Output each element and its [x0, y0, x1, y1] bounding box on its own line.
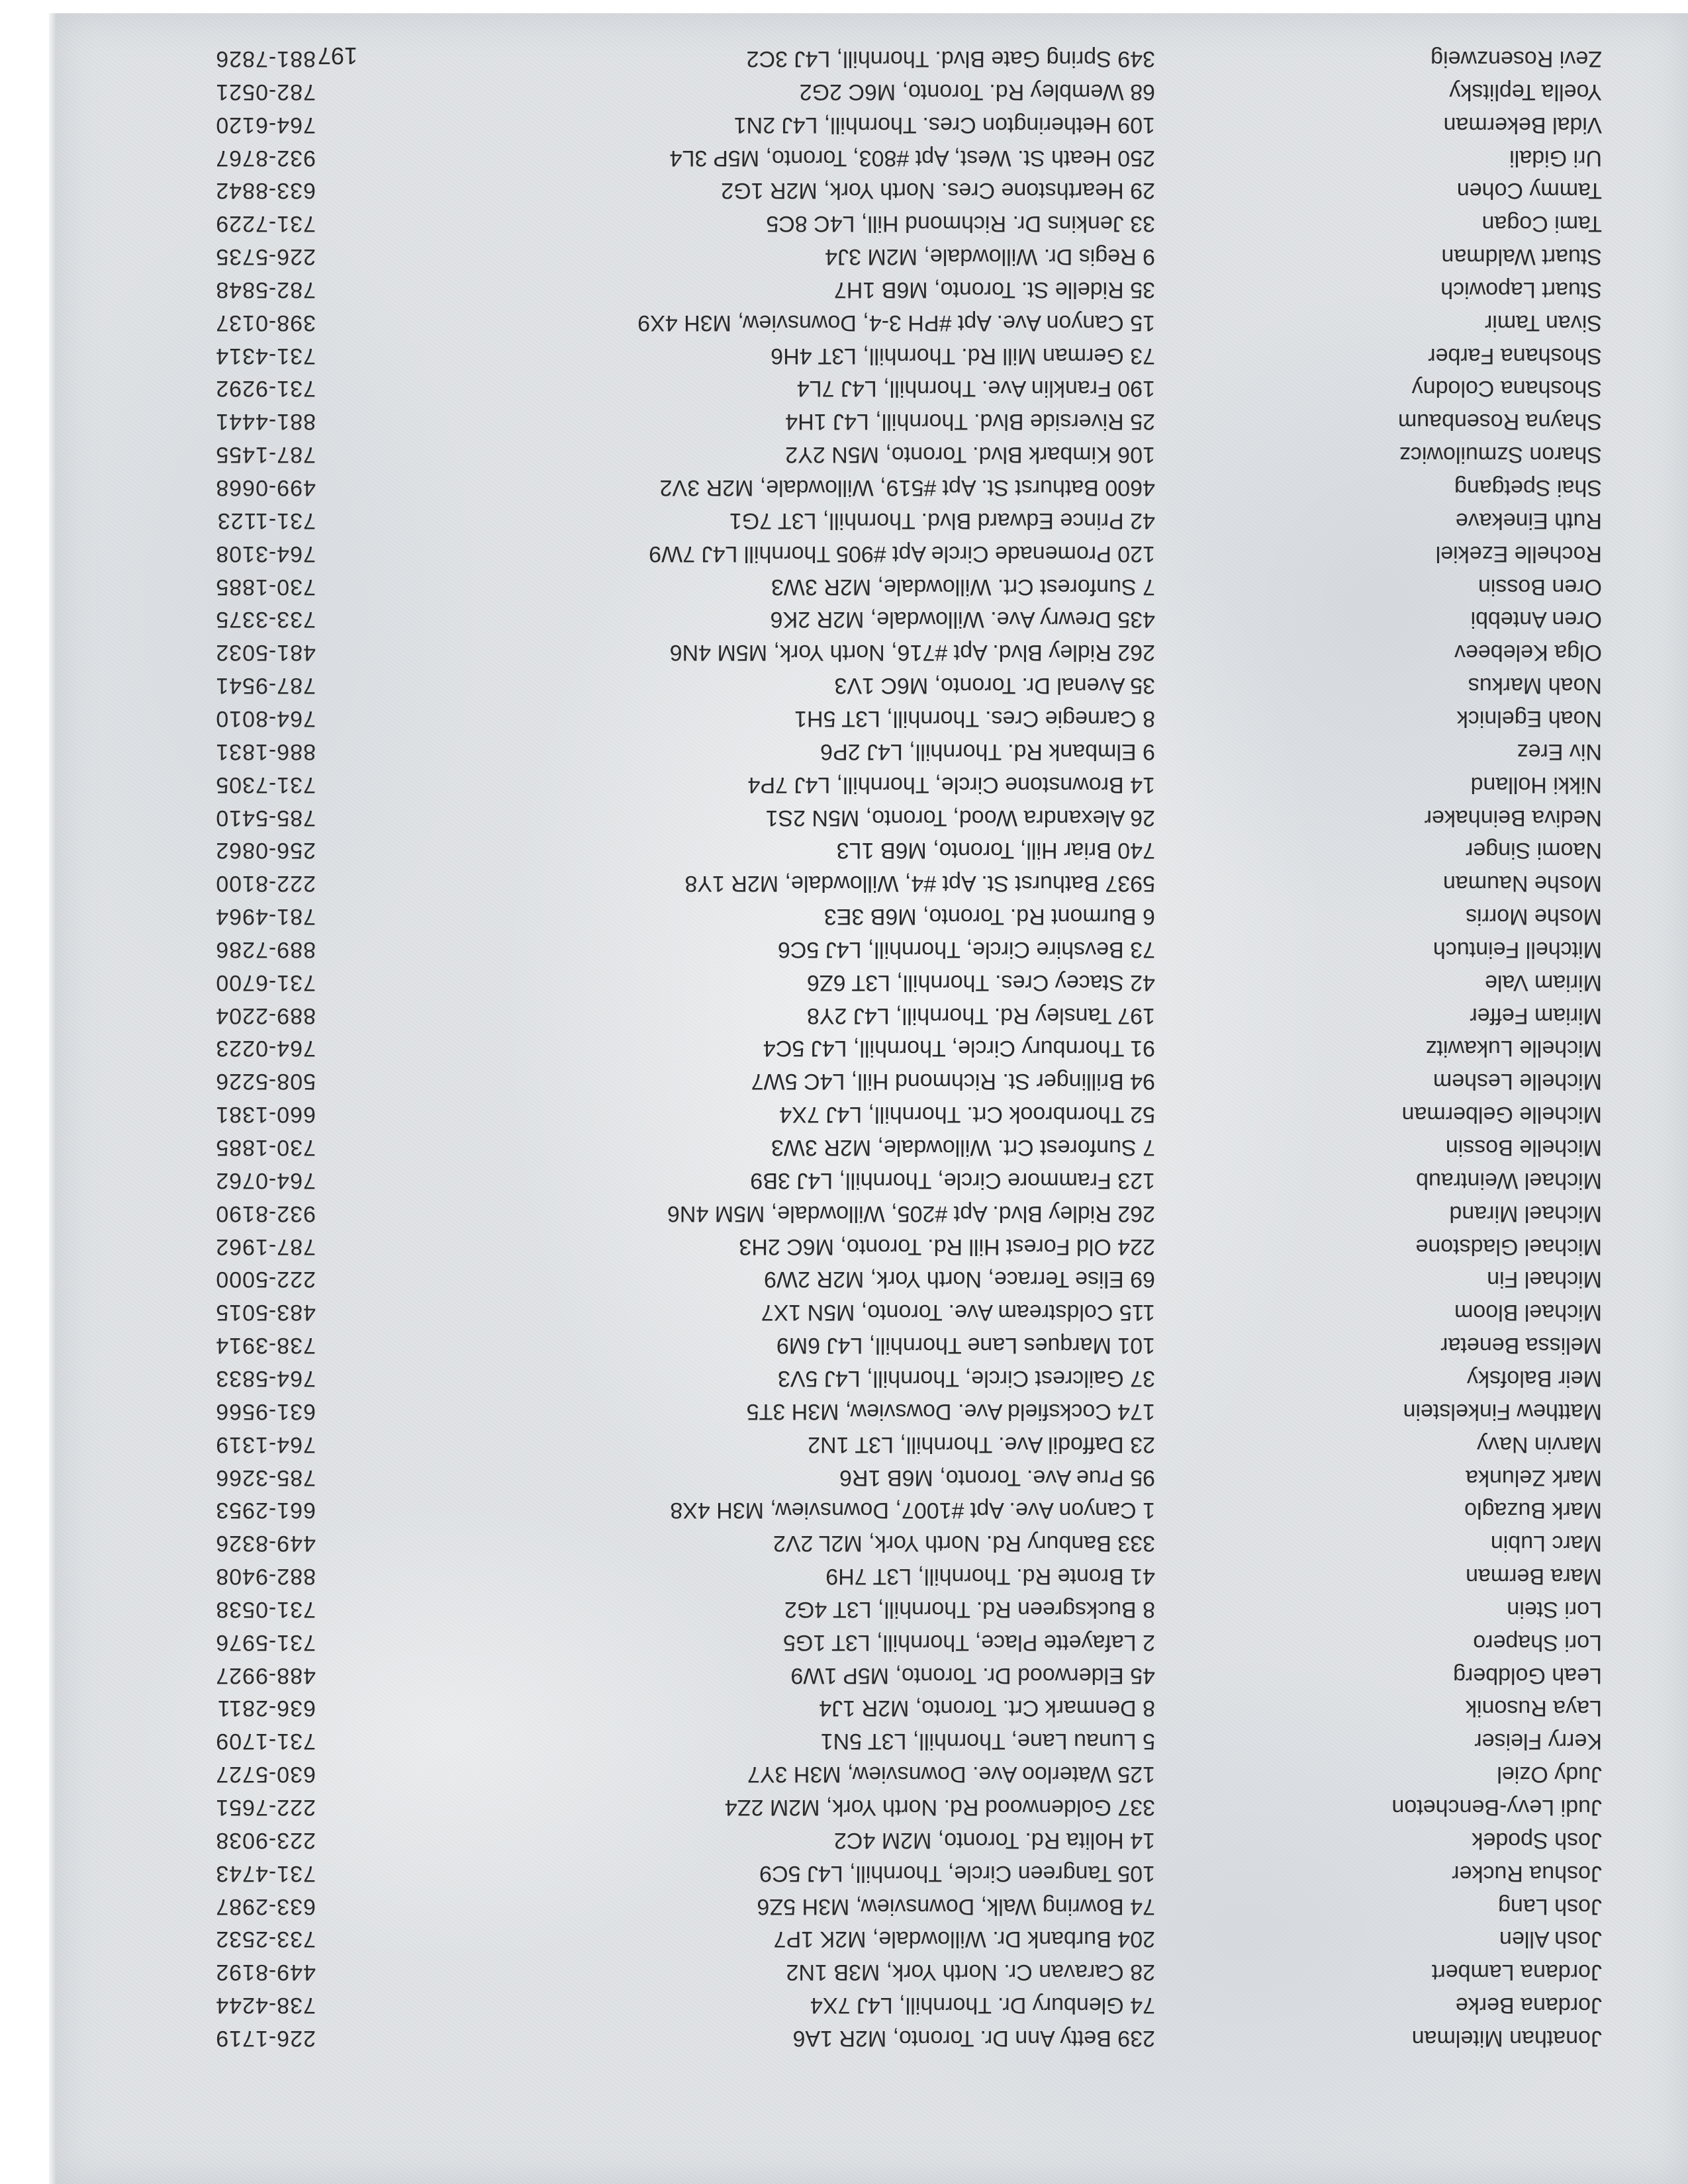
entry-phone: 738-4244 — [215, 1993, 316, 2019]
directory-entry — [0, 1527, 1688, 1560]
entry-name: Naomi Singer — [1466, 838, 1602, 864]
directory-entry — [0, 834, 1688, 867]
directory-entry — [0, 1395, 1688, 1428]
directory-entry — [0, 1197, 1688, 1230]
entry-address: 109 Hetherington Cres. Thornhill, L4J 2N1 — [733, 112, 1155, 138]
entry-name: Marvin Navy — [1477, 1432, 1602, 1457]
entry-address: 262 Ridley Blvd. Apt #716, North York, M5M 4N6 — [669, 640, 1155, 666]
entry-phone: 730-1885 — [215, 574, 316, 600]
entry-address: 7 Sunforest Crt. Willowdale, M2R 3W3 — [771, 574, 1155, 600]
entry-address: 115 Coldstream Ave. Toronto, M5N 1X7 — [761, 1300, 1155, 1326]
entry-phone: 730-1885 — [215, 1135, 316, 1161]
directory-entry — [0, 1329, 1688, 1362]
entry-phone: 787-1962 — [215, 1234, 316, 1259]
entry-phone: 630-5727 — [215, 1762, 316, 1788]
entry-address: 9 Regis Dr. Willowdale, M2M 3J4 — [825, 244, 1155, 270]
directory-entry — [0, 801, 1688, 835]
entry-name: Leah Goldberg — [1453, 1662, 1602, 1688]
entry-name: Niv Erez — [1517, 739, 1602, 764]
entry-phone: 764-3108 — [215, 541, 316, 567]
entry-address: 91 Thornbury Circle, Thornhill, L4J 5C4 — [763, 1036, 1155, 1062]
entry-address: 73 German Mill Rd. Thornhill, L3T 4H6 — [771, 343, 1155, 369]
directory-entry — [0, 1659, 1688, 1692]
entry-name: Moshe Nauman — [1442, 871, 1602, 897]
entry-name: Lori Shapero — [1473, 1629, 1602, 1655]
directory-entry — [0, 405, 1688, 438]
entry-address: 33 Jenkins Dr. Richmond Hill, L4C 8C5 — [766, 211, 1155, 237]
entry-address: 68 Wembley Rd. Toronto, M6C 2G2 — [799, 79, 1155, 105]
entry-name: Michael Bloom — [1454, 1300, 1602, 1326]
directory-entry — [0, 142, 1688, 175]
entry-address: 123 Frammore Circle, Thornhill, L4J 3B9 — [750, 1167, 1155, 1193]
entry-phone: 481-5032 — [215, 640, 316, 666]
entry-phone: 256-0862 — [215, 838, 316, 864]
directory-entry — [0, 240, 1688, 273]
entry-address: 42 Prince Edward Blvd. Thornhill, L3T 7G1 — [729, 508, 1155, 533]
directory-entry — [0, 174, 1688, 207]
entry-name: Ruth Einekave — [1455, 508, 1602, 533]
entry-name: Zevi Rosenzweig — [1430, 46, 1602, 71]
entry-address: 94 Brillinger St. Richmond Hill, L4C 5W7 — [751, 1069, 1155, 1095]
entry-address: 9 Elmbank Rd. Thornhill, L4J 2P6 — [820, 739, 1155, 764]
directory-entry — [0, 900, 1688, 933]
entry-name: Josh Lang — [1498, 1893, 1602, 1919]
entry-name: Michael Gladstone — [1415, 1234, 1602, 1259]
entry-phone: 222-5000 — [215, 1267, 316, 1293]
directory-entry — [0, 1857, 1688, 1890]
directory-entry — [0, 1956, 1688, 1989]
entry-phone: 787-9541 — [215, 673, 316, 699]
entry-address: 15 Canyon Ave. Apt #PH 3-4, Downsview, M3H 4X9 — [637, 310, 1155, 336]
entry-name: Michael Weintraub — [1416, 1167, 1602, 1193]
entry-name: Mark Zelunka — [1466, 1465, 1602, 1490]
entry-address: 239 Betty Ann Dr. Toronto, M2R 1A6 — [792, 2026, 1155, 2051]
entry-address: 5 Lunau Lane, Thornhill, L3T 5N1 — [820, 1729, 1155, 1754]
entry-name: Tammy Cohen — [1456, 178, 1602, 204]
entry-name: Shayna Rosenbaum — [1397, 409, 1602, 435]
directory-entry — [0, 1692, 1688, 1725]
entry-address: 7 Sunforest Crt. Willowdale, M2R 3W3 — [771, 1135, 1155, 1161]
entry-phone: 731-4743 — [215, 1860, 316, 1886]
entry-address: 8 Carnegie Cres. Thornhill, L3T 5H1 — [794, 706, 1155, 731]
directory-entry — [0, 1131, 1688, 1164]
entry-address: 69 Elise Terrace, North York, M2R 2W9 — [764, 1267, 1155, 1293]
entry-address: 26 Alexandra Wood, Toronto, M5N 2S1 — [765, 805, 1155, 831]
entry-name: Shoshana Farber — [1428, 343, 1602, 369]
entry-phone: 449-8192 — [215, 1960, 316, 1985]
entry-address: 262 Ridley Blvd. Apt #205, Willowdale, M5M 4N6 — [667, 1201, 1155, 1226]
entry-name: Miriam Feffer — [1470, 1003, 1602, 1028]
entry-name: Stuart Waldman — [1441, 244, 1602, 270]
entry-name: Stuart Lapowich — [1440, 277, 1602, 302]
directory-entry — [0, 471, 1688, 504]
directory-entry — [0, 669, 1688, 702]
entry-phone: 731-1123 — [216, 508, 316, 533]
entry-phone: 886-1831 — [215, 739, 316, 764]
entry-phone: 488-9927 — [215, 1662, 316, 1688]
entry-phone: 932-8190 — [215, 1201, 316, 1226]
entry-name: Michelle Bossin — [1445, 1135, 1602, 1161]
directory-entry — [0, 1923, 1688, 1956]
directory-entry — [0, 1791, 1688, 1824]
entry-address: 28 Caravan Cr. North York, M3B 1N2 — [786, 1960, 1155, 1985]
entry-phone: 731-7305 — [215, 772, 316, 797]
directory-entry — [0, 2022, 1688, 2055]
entry-phone: 881-7826 — [215, 46, 316, 71]
entry-address: 74 Glenbury Dr. Thornhill, L4J 7X4 — [810, 1993, 1155, 2019]
entry-name: Vidal Bekerman — [1443, 112, 1602, 138]
entry-address: 52 Thornbrook Crt. Thornhill, L4J 7X4 — [779, 1102, 1155, 1128]
entry-phone: 733-3375 — [215, 607, 316, 633]
entry-address: 23 Daffodil Ave. Thornhill, L3T 1N2 — [808, 1432, 1155, 1457]
entry-phone: 223-9038 — [215, 1827, 316, 1853]
entry-address: 190 Franklin Ave. Thornhill, L4J 7L4 — [796, 376, 1155, 402]
entry-phone: 781-4964 — [215, 904, 316, 930]
entry-name: Jordana Lambert — [1431, 1960, 1602, 1985]
entry-phone: 731-5976 — [215, 1629, 316, 1655]
directory-entry — [0, 1560, 1688, 1593]
directory-entry — [0, 1989, 1688, 2022]
entry-address: 42 Stacey Cres. Thornhill, L3T 6Z6 — [806, 970, 1155, 995]
entry-address: 1 Canyon Ave. Apt #1007, Downsview, M3H 4X8 — [670, 1498, 1155, 1524]
entry-phone: 889-7286 — [215, 936, 316, 962]
entry-address: 35 Ridelle St. Toronto, M6B 1H7 — [833, 277, 1155, 302]
directory-entry — [0, 966, 1688, 999]
entry-address: 197 Tansley Rd. Thornhill, L4J 2Y8 — [806, 1003, 1155, 1028]
entry-name: Michelle Leshem — [1432, 1069, 1602, 1095]
entry-phone: 882-9408 — [215, 1564, 316, 1590]
directory-entry — [0, 570, 1688, 604]
directory-entry — [0, 1824, 1688, 1857]
entry-address: 5937 Bathurst St. Apt #4, Willowdale, M2R 1Y8 — [684, 871, 1155, 897]
entry-name: Miriam Vale — [1485, 970, 1602, 995]
entry-name: Kerry Fleiser — [1474, 1729, 1602, 1754]
entry-name: Noah Egelnick — [1456, 706, 1602, 731]
entry-address: 224 Old Forest Hill Rd. Toronto, M6C 2H3 — [739, 1234, 1155, 1259]
directory-entry — [0, 1296, 1688, 1329]
entry-phone: 731-4314 — [215, 343, 316, 369]
entry-address: 337 Goldenwood Rd. North York, M2M 2Z4 — [724, 1795, 1155, 1821]
directory-entry — [0, 1725, 1688, 1758]
entry-name: Moshe Morris — [1466, 904, 1602, 930]
entry-name: Matthew Finkelstein — [1403, 1398, 1602, 1424]
entry-phone: 661-2953 — [215, 1498, 316, 1524]
entry-phone: 631-9566 — [215, 1398, 316, 1424]
entry-address: 14 Holita Rd. Toronto, M2M 4C2 — [833, 1827, 1155, 1853]
directory-entry — [0, 1758, 1688, 1791]
directory-entry — [0, 273, 1688, 306]
directory-entry — [0, 1263, 1688, 1296]
directory-entry — [0, 1164, 1688, 1197]
directory-entry — [0, 1593, 1688, 1626]
entry-name: Lori Stein — [1507, 1596, 1602, 1622]
entry-name: Oren Antebbi — [1470, 607, 1602, 633]
entry-address: 45 Elderwood Dr. Toronto, M5P 1W9 — [790, 1662, 1155, 1688]
entry-phone: 782-0521 — [215, 79, 316, 105]
entry-name: Rochelle Ezekiel — [1435, 541, 1602, 567]
entry-phone: 449-8326 — [215, 1531, 316, 1557]
entry-address: 101 Marques Lane Thornhill, L4J 6M9 — [776, 1333, 1155, 1359]
entry-phone: 738-3914 — [215, 1333, 316, 1359]
entry-phone: 764-5833 — [215, 1366, 316, 1391]
entry-phone: 636-2811 — [216, 1696, 316, 1721]
entry-phone: 764-8010 — [215, 706, 316, 731]
entry-name: Noah Markus — [1468, 673, 1602, 699]
entry-address: 333 Banbury Rd. North York, M2L 2V2 — [773, 1531, 1155, 1557]
entry-name: Yoella Teplitsky — [1449, 79, 1602, 105]
entry-address: 174 Cocksfield Ave. Dowsview, M3H 3T5 — [746, 1398, 1155, 1424]
entry-name: Michael Fin — [1487, 1267, 1602, 1293]
directory-entry — [0, 504, 1688, 537]
directory-entry — [0, 1098, 1688, 1131]
directory-entry — [0, 438, 1688, 471]
entry-name: Michael Mirand — [1449, 1201, 1602, 1226]
entry-name: Josh Allen — [1499, 1927, 1602, 1952]
entry-address: 2 Lafayette Place, Thornhill, L3T 1G5 — [783, 1629, 1155, 1655]
entry-phone: 785-3266 — [215, 1465, 316, 1490]
entry-phone: 508-5226 — [215, 1069, 316, 1095]
directory-entry — [0, 42, 1688, 75]
directory-entry — [0, 768, 1688, 801]
entry-name: Mitchell Feintuch — [1432, 936, 1602, 962]
entry-name: Michelle Lukawitz — [1425, 1036, 1602, 1062]
entry-phone: 731-1709 — [215, 1729, 316, 1754]
directory-entry — [0, 1362, 1688, 1395]
entry-address: 250 Heath St. West, Apt #803, Toronto, M5P 3L4 — [669, 145, 1155, 171]
directory-entry — [0, 999, 1688, 1032]
entry-phone: 226-5735 — [215, 244, 316, 270]
entry-address: 120 Promenade Circle Apt #905 Thornhill L4J 7W9 — [649, 541, 1155, 567]
entry-name: Judy Oziel — [1497, 1762, 1602, 1788]
directory-entry — [0, 1065, 1688, 1098]
entry-address: 29 Hearthstone Cres. North York, M2R 1G2 — [721, 178, 1155, 204]
entry-name: Melissa Benetar — [1440, 1333, 1602, 1359]
entry-address: 435 Drewry Ave. Willowdale, M2R 2K6 — [770, 607, 1155, 633]
entry-address: 4600 Bathurst St. Apt #519, Willowdale, M2R 3V2 — [659, 475, 1155, 501]
entry-address: 41 Bronte Rd. Thornhill, L3T 7H9 — [825, 1564, 1155, 1590]
directory-entry — [0, 75, 1688, 109]
entry-phone: 731-6700 — [215, 970, 316, 995]
entry-phone: 633-2987 — [215, 1893, 316, 1919]
directory-entry — [0, 207, 1688, 240]
entry-address: 6 Burmont Rd. Toronto, M6B 3E3 — [823, 904, 1155, 930]
directory-entry — [0, 109, 1688, 142]
entry-address: 125 Waterloo Ave. Downsview, M3H 3Y7 — [747, 1762, 1155, 1788]
directory-entry — [0, 1230, 1688, 1263]
entry-phone: 889-2204 — [215, 1003, 316, 1028]
entry-address: 8 Bucksgreen Rd. Thornhill, L3T 4G2 — [784, 1596, 1155, 1622]
directory-entry — [0, 373, 1688, 406]
entry-name: Joshua Rucker — [1452, 1860, 1602, 1886]
directory-entry — [0, 1494, 1688, 1527]
entry-phone: 764-1319 — [215, 1432, 316, 1457]
directory-entry — [0, 702, 1688, 735]
entry-phone: 222-7651 — [215, 1795, 316, 1821]
entry-name: Olga Kelebeev — [1454, 640, 1602, 666]
entry-phone: 731-7229 — [215, 211, 316, 237]
directory-entry — [0, 537, 1688, 570]
entry-name: Jonathan Mitelman — [1411, 2026, 1602, 2051]
entry-address: 349 Spring Gate Blvd. Thornhill, L4J 3C2 — [746, 46, 1155, 71]
entry-name: Shai Spetgang — [1454, 475, 1602, 501]
entry-phone: 731-0538 — [215, 1596, 316, 1622]
directory-entry — [0, 603, 1688, 636]
entry-name: Oren Bossin — [1477, 574, 1602, 600]
entry-address: 106 Kimbark Blvd. Toronto, M5N 2Y2 — [785, 442, 1155, 468]
entry-name: Judi Levy-Bencheton — [1391, 1795, 1602, 1821]
entry-name: Tami Cogan — [1481, 211, 1602, 237]
entry-phone: 483-5015 — [215, 1300, 316, 1326]
directory-entry — [0, 1428, 1688, 1461]
entry-address: 73 Bevshire Circle, Thornhill, L4J 5C6 — [777, 936, 1155, 962]
directory-entry — [0, 1032, 1688, 1066]
entry-phone: 499-0668 — [215, 475, 316, 501]
entry-phone: 733-2532 — [215, 1927, 316, 1952]
entry-name: Laya Rusonik — [1465, 1696, 1602, 1721]
entry-phone: 764-6120 — [215, 112, 316, 138]
entry-name: Sivan Tamir — [1485, 310, 1602, 336]
entry-address: 95 Prue Ave. Toronto, M6B 1R6 — [839, 1465, 1155, 1490]
entry-phone: 787-1455 — [215, 442, 316, 468]
entry-name: Shoshana Colodny — [1411, 376, 1602, 402]
directory-entry — [0, 933, 1688, 966]
entry-address: 35 Avenal Dr. Toronto, M6C 1V3 — [834, 673, 1155, 699]
entry-name: Mara Berman — [1466, 1564, 1602, 1590]
entry-name: Josh Spodek — [1472, 1827, 1602, 1853]
entry-name: Jordana Berke — [1455, 1993, 1602, 2019]
entry-address: 37 Gailcrest Circle, Thornhill, L4J 5V3 — [777, 1366, 1155, 1391]
entry-address: 204 Burbank Dr. Willowdale, M2K 1P7 — [773, 1927, 1155, 1952]
entry-address: 25 Riverside Blvd. Thornhill, L4J 1H4 — [785, 409, 1155, 435]
page-number: 197 — [317, 42, 357, 69]
entry-name: Meir Balofsky — [1466, 1366, 1602, 1391]
directory-entry — [0, 306, 1688, 340]
entry-phone: 932-8767 — [215, 145, 316, 171]
directory-entry — [0, 1890, 1688, 1923]
entry-address: 74 Bowring Walk, Downsview, M3H 5Z6 — [757, 1893, 1155, 1919]
entry-name: Mark Buzaglo — [1464, 1498, 1602, 1524]
entry-phone: 782-5848 — [215, 277, 316, 302]
entry-name: Marc Lubin — [1490, 1531, 1602, 1557]
entry-phone: 764-0223 — [215, 1036, 316, 1062]
directory-entry — [0, 1461, 1688, 1494]
directory-entry — [0, 867, 1688, 900]
entry-phone: 785-5410 — [215, 805, 316, 831]
entry-name: Nikki Holland — [1470, 772, 1602, 797]
entry-name: Uri Gidali — [1509, 145, 1602, 171]
entry-name: Sharon Szmuilowicz — [1399, 442, 1602, 468]
entry-phone: 633-8842 — [215, 178, 316, 204]
entry-phone: 660-1381 — [215, 1102, 316, 1128]
entry-name: Nediva Beinhaker — [1424, 805, 1602, 831]
entry-address: 105 Tangreen Circle, Thornhill, L4J 5C9 — [759, 1860, 1155, 1886]
entry-address: 8 Denmark Crt. Toronto, M2R 1J4 — [819, 1696, 1155, 1721]
entry-address: 14 Brownstone Circle, Thornhill, L4J 7P4 — [747, 772, 1155, 797]
directory-entry — [0, 340, 1688, 373]
entry-phone: 764-0762 — [215, 1167, 316, 1193]
directory-entry — [0, 1626, 1688, 1659]
entry-phone: 222-8100 — [215, 871, 316, 897]
entry-phone: 398-0137 — [215, 310, 316, 336]
entry-name: Michelle Gelberman — [1401, 1102, 1602, 1128]
entry-phone: 881-4441 — [215, 409, 316, 435]
directory-entry — [0, 735, 1688, 768]
entry-phone: 226-1719 — [215, 2026, 316, 2051]
entry-phone: 731-9292 — [215, 376, 316, 402]
directory-entry — [0, 636, 1688, 669]
entry-address: 740 Briar Hill, Toronto, M6B 1L3 — [836, 838, 1155, 864]
